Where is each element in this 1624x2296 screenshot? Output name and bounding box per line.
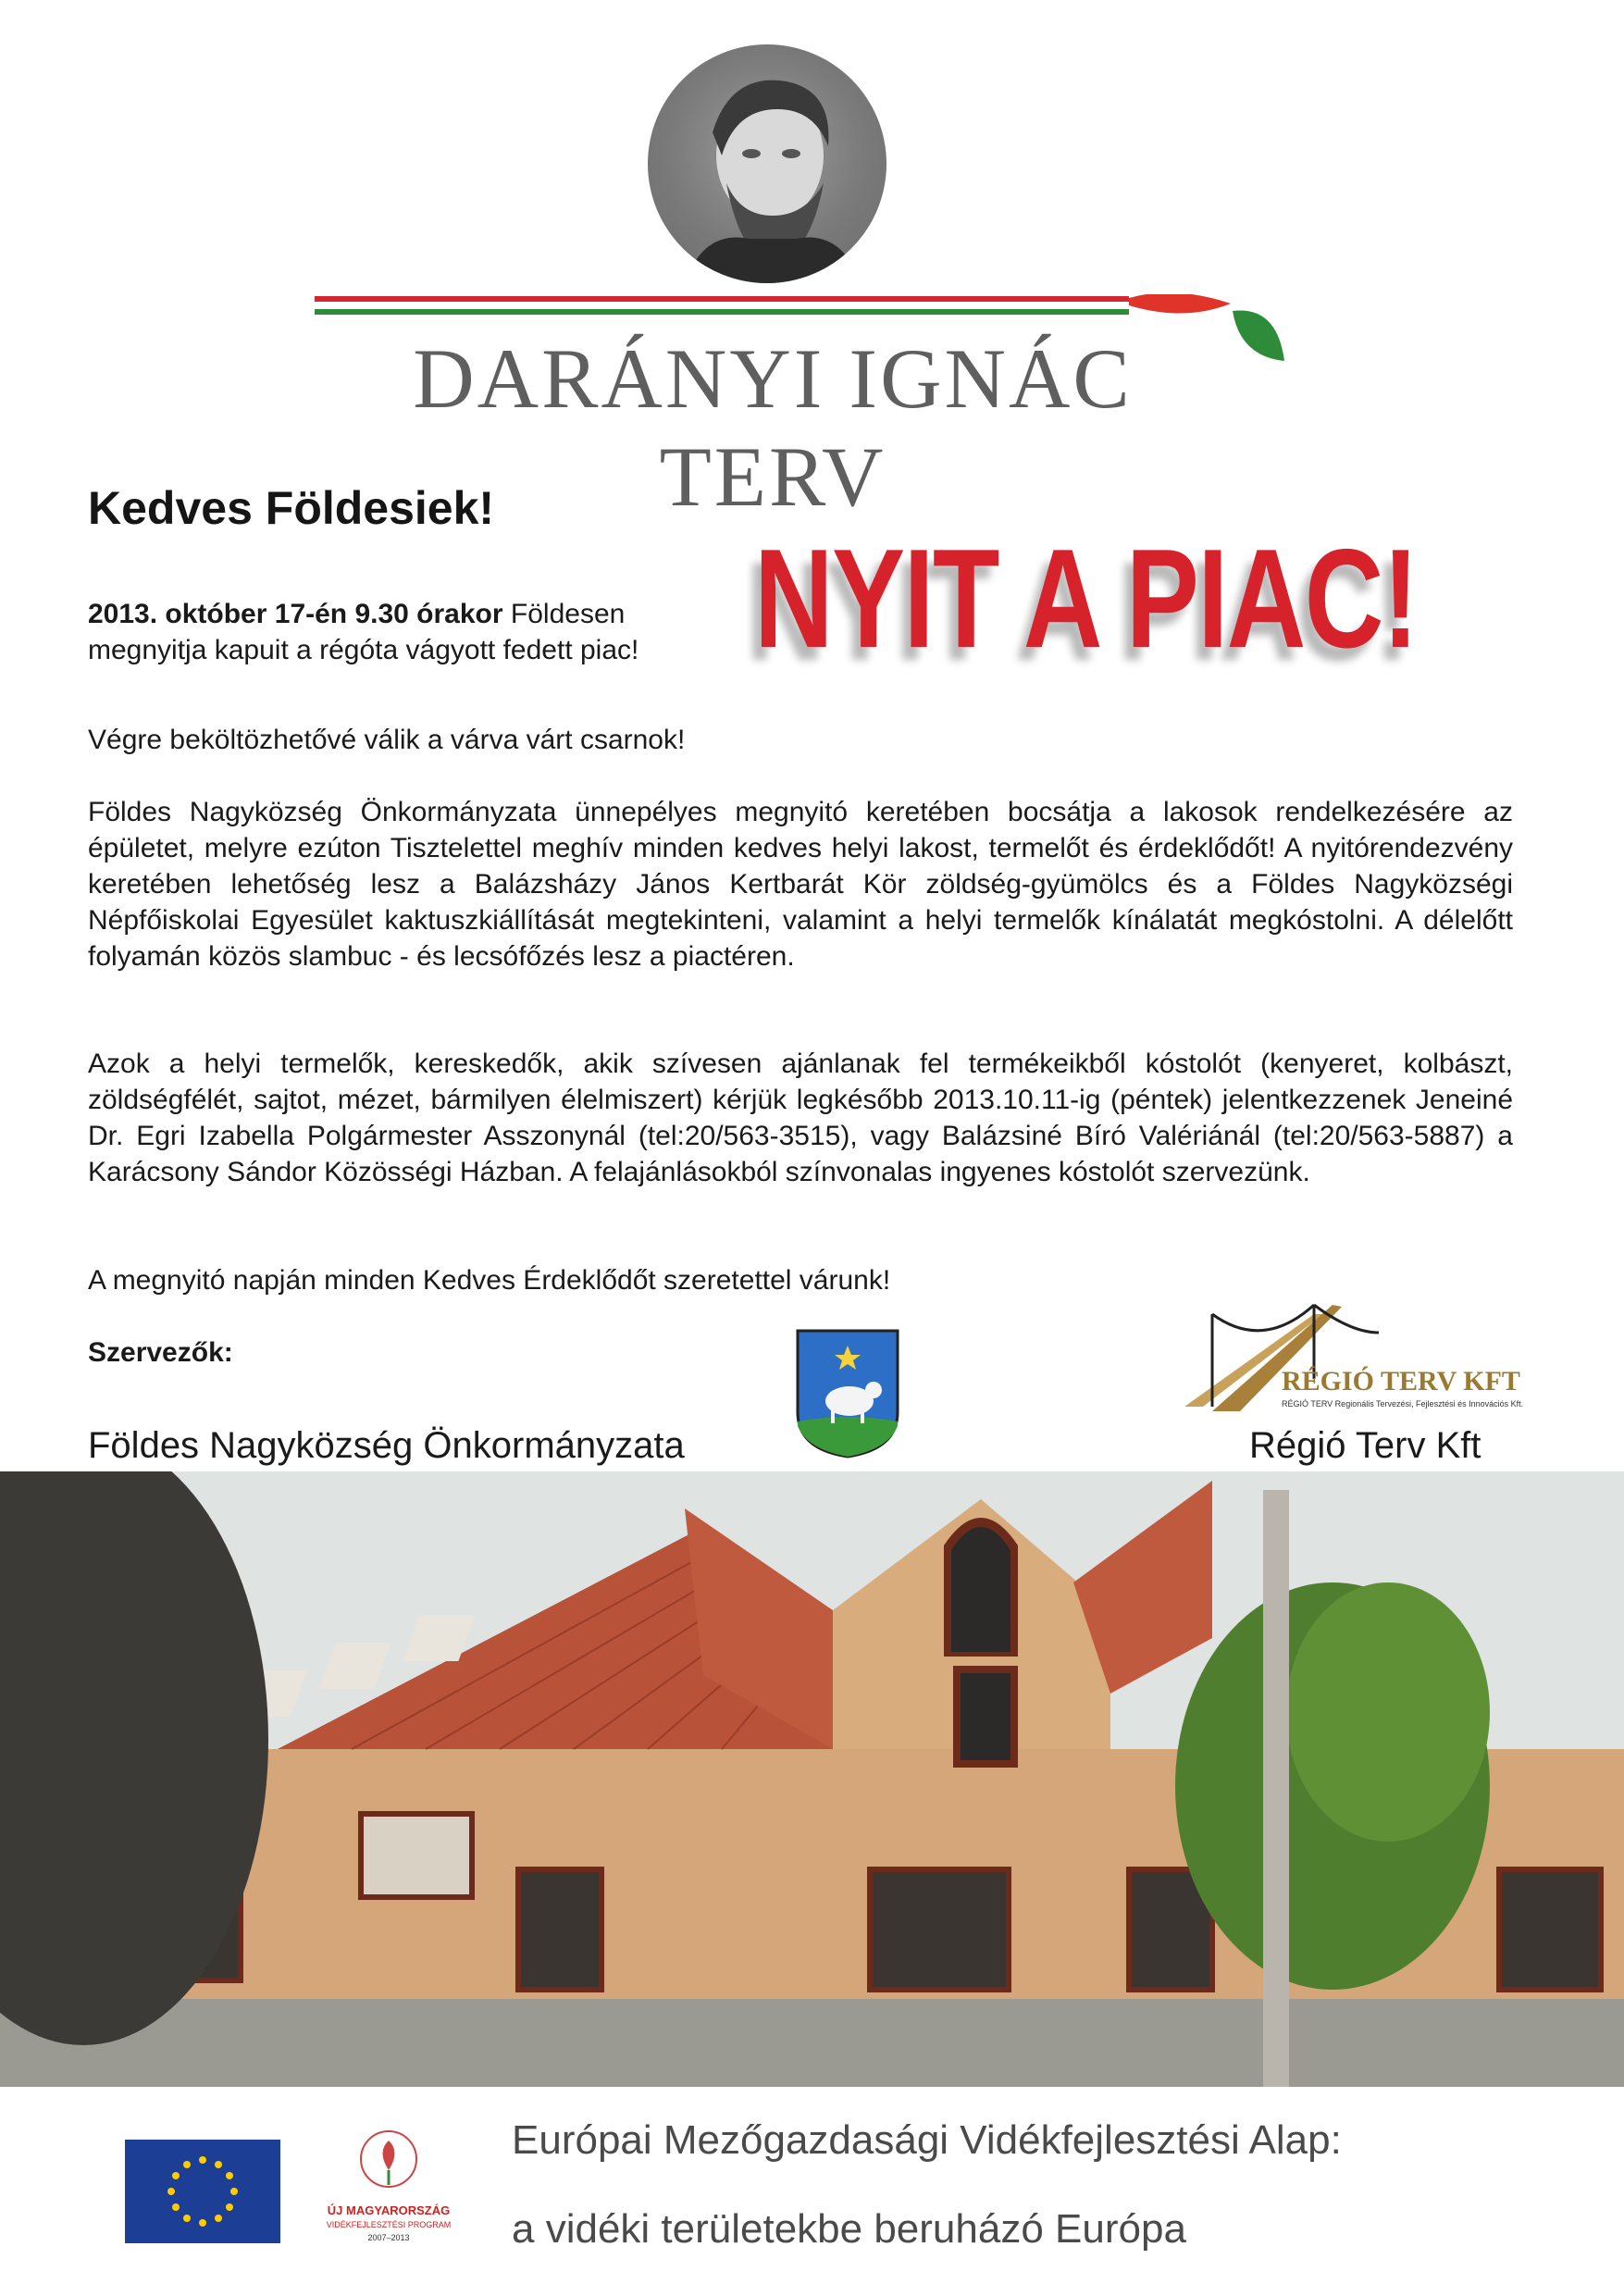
brand-title: DARÁNYI IGNÁC TERV [413, 331, 1133, 524]
regio-logo-text: RÉGIÓ TERV KFT [1282, 1366, 1520, 1396]
paragraph-2: Földes Nagyközség Önkormányzata ünnepélyes megnyitó keretében bocsátja a lakosok rendelkezésére az épületet, melyre ezúton Tisztelettel meghív minden kedves helyi lakost, termelőt és érdeklődőt! A nyitórendezvény keretében lehetőség lesz a Balázsházy János Kertbarát Kör zöldség-gyümölcs és a Földes Nagyközségi Népfőiskolai Egyesület kaktuszkiállítását megtekinteni, valamint a helyi termelők kínálatát megkóstolni. A délelőtt folyamán közös slambuc - és lecsófőzés lesz a piactéren. [88, 797, 1513, 972]
market-hall-photo [0, 1471, 1624, 2087]
intro-date: 2013. október 17-én 9.30 órakor [88, 599, 503, 629]
ujm-title: ÚJ MAGYARORSZÁG [327, 2203, 451, 2217]
paragraph-1: Végre beköltözhetővé válik a várva várt csarnok! [88, 725, 686, 755]
organizer-municipality: Földes Nagyközség Önkormányzata [88, 1425, 685, 1466]
tricolor-line-with-leaf [315, 294, 1231, 322]
organizers-label: Szervezők: [88, 1337, 233, 1368]
paragraph-3: Azok a helyi termelők, kereskedők, akik szívesen ajánlanak fel termékeikből kóstolót (kenyeret, kolbászt, zöldségfélét, sajtot, mézet, bármilyen élelmiszert) kérjük legkésőbb 2013.10.11-ig (péntek) jelentkezzenek Jeneiné Dr. Egri Izabella Polgármester Asszonynál (tel:20/563-3515), vagy Balázsiné Bíró Valériánál (tel:20/563-5887) a Karácsony Sándor Közösségi Házban. A felajánlásokból színvonalas ingyenes kóstolót szervezünk. [88, 1049, 1513, 1187]
headline: NYIT A PIAC! [754, 520, 1418, 677]
eu-flag-icon [125, 2140, 280, 2243]
fund-line-1: Európai Mezőgazdasági Vidékfejlesztési Alap: [512, 2117, 1342, 2163]
closing-line: A megnyitó napján minden Kedves Érdeklődőt szeretettel várunk! [88, 1265, 891, 1296]
ujm-subtitle: VIDÉKFEJLESZTÉSI PROGRAM [326, 2220, 452, 2229]
fund-line-2: a vidéki területekbe beruházó Európa [512, 2206, 1186, 2252]
leaf-icon [1231, 305, 1286, 370]
intro-rest: Földesen megnyitja kapuit a régóta vágyott fedett piac! [88, 599, 639, 665]
coat-of-arms-icon [796, 1329, 899, 1458]
regio-terv-logo [1175, 1296, 1524, 1421]
uj-magyarorszag-logo [319, 2124, 458, 2263]
regio-logo-subtext: RÉGIÓ TERV Regionális Tervezési, Fejlesztési és Innovációs Kft. [1282, 1399, 1524, 1409]
intro-text [88, 596, 736, 668]
ujm-years: 2007–2013 [367, 2233, 410, 2242]
organizer-regio-terv: Régió Terv Kft [1249, 1425, 1481, 1466]
portrait-logo [648, 44, 886, 283]
greeting-heading: Kedves Földesiek! [88, 482, 495, 534]
